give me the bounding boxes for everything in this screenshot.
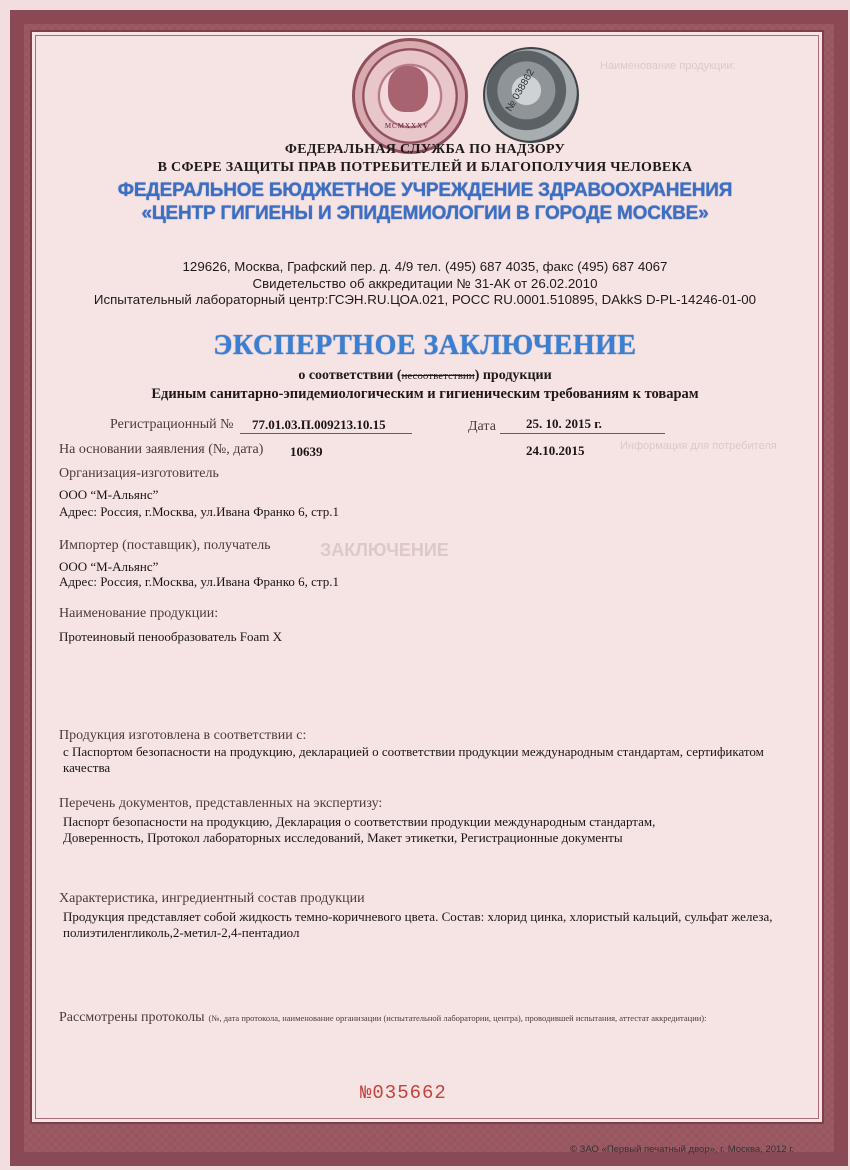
seal-year: MCMXXXV [384, 122, 430, 130]
manufacturer-label: Организация-изготовитель [59, 466, 219, 481]
lab-center: Испытательный лабораторный центр:ГСЭН.RU.ЦОА.021, РОСС RU.0001.510895, DAkkS D-PL-14246-01-00 [93, 292, 757, 307]
manufacturer-name: ООО “М-Альянс” [59, 487, 159, 502]
made-value-2: качества [63, 760, 111, 775]
emblem-figure-icon [388, 66, 428, 112]
composition-label: Характеристика, ингредиентный состав продукции [59, 891, 365, 906]
document-subtitle [0, 368, 850, 384]
agency-line-2: В СФЕРЕ ЗАЩИТЫ ПРАВ ПОТРЕБИТЕЛЕЙ И БЛАГОПОЛУЧИЯ ЧЕЛОВЕКА [157, 160, 693, 175]
bleed-through-text: Информация для потребителя [620, 440, 777, 452]
protocols-row [59, 1008, 706, 1026]
basis-label: На основании заявления (№, дата) [59, 442, 264, 457]
serial-number: №035662 [360, 1082, 447, 1104]
subtitle-prefix: о соответствии ( [298, 368, 402, 383]
composition-value-1: Продукция представляет собой жидкость темно-коричневого цвета. Состав: хлорид цинка, хлористый кальций, сульфат железа, [63, 909, 773, 924]
date-label: Дата [468, 419, 496, 434]
address: 129626, Москва, Графский пер. д. 4/9 тел. (495) 687 4035, факс (495) 687 4067 [182, 259, 668, 274]
basis-date: 24.10.2015 [526, 443, 585, 458]
accreditation: Свидетельство об аккредитации № 31-АК от 26.02.2010 [252, 276, 598, 291]
bleed-through-text: Наименование продукции: [600, 60, 736, 72]
hologram-sticker [483, 47, 579, 143]
docs-value-1: Паспорт безопасности на продукцию, Декларация о соответствии продукции международным стандартам, [63, 814, 656, 829]
composition-value-2: полиэтиленгликоль,2-метил-2,4-пентадиол [63, 925, 300, 940]
reg-value: 77.01.03.П.009213.10.15 [252, 417, 386, 432]
protocols-label: Рассмотрены протоколы [59, 1010, 205, 1025]
protocols-note: (№, дата протокола, наименование организации (испытательной лаборатории, центра), проводившей испытания, аттестат аккредитации): [208, 1013, 707, 1023]
institution-line-1: ФЕДЕРАЛЬНОЕ БЮДЖЕТНОЕ УЧРЕЖДЕНИЕ ЗДРАВООХРАНЕНИЯ [117, 180, 733, 201]
manufacturer-address: Адрес: Россия, г.Москва, ул.Ивана Франко 6, стр.1 [59, 504, 339, 519]
subtitle-struck: несоответствии [401, 370, 475, 382]
importer-name: ООО “М-Альянс” [59, 559, 159, 574]
institution-line-2: «ЦЕНТР ГИГИЕНЫ И ЭПИДЕМИОЛОГИИ В ГОРОДЕ МОСКВЕ» [141, 203, 709, 224]
document-title: ЭКСПЕРТНОЕ ЗАКЛЮЧЕНИЕ [213, 330, 637, 361]
bleed-through-text: ЗАКЛЮЧЕНИЕ [320, 540, 449, 560]
made-label: Продукция изготовлена в соответствии с: [59, 728, 307, 743]
docs-label: Перечень документов, представленных на экспертизу: [59, 796, 383, 811]
importer-address: Адрес: Россия, г.Москва, ул.Ивана Франко 6, стр.1 [59, 574, 339, 589]
product-label: Наименование продукции: [59, 606, 219, 621]
hologram-number: № 038862 [503, 67, 537, 114]
agency-line-1: ФЕДЕРАЛЬНАЯ СЛУЖБА ПО НАДЗОРУ [284, 142, 566, 157]
reg-underline [240, 433, 412, 434]
date-underline [500, 433, 665, 434]
importer-label: Импортер (поставщик), получатель [59, 538, 271, 553]
subtitle-suffix: ) продукции [474, 368, 552, 383]
basis-number: 10639 [290, 444, 323, 459]
docs-value-2: Доверенность, Протокол лабораторных исследований, Макет этикетки, Регистрационные документы [63, 830, 623, 845]
date-value: 25. 10. 2015 г. [526, 416, 602, 431]
product-value: Протеиновый пенообразователь Foam X [59, 629, 283, 644]
reg-label: Регистрационный № [110, 417, 234, 432]
document-subtitle-2: Единым санитарно-эпидемиологическим и гигиеническим требованиям к товарам [151, 386, 699, 402]
made-value-1: с Паспортом безопасности на продукцию, декларацией о соответствии продукции международным стандартам, сертификатом [63, 744, 764, 759]
copyright: © ЗАО «Первый печатный двор», г. Москва, 2012 г. [570, 1144, 795, 1155]
